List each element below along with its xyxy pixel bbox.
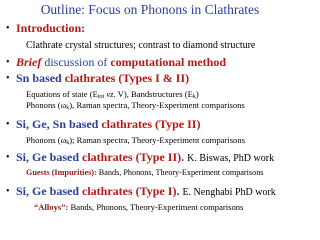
sige2-clathrates: clathrates: [82, 184, 133, 198]
alloys-line: [34, 203, 243, 212]
sn-types: (Types I & II): [118, 71, 190, 85]
sige-credit: K. Biswas, PhD work: [187, 153, 275, 164]
eos-text: Equations of state (E: [26, 89, 98, 99]
eos-subscript: tot: [97, 94, 105, 100]
sige-heading: [16, 151, 274, 164]
eos-end: ): [195, 89, 199, 99]
sn-phonons-line: [26, 101, 245, 111]
sige2-prefix: Si, Ge based: [16, 184, 80, 198]
phonons-text-2: ), Raman spectra, Theory-Experiment comparisons: [69, 100, 245, 110]
guests-rest: Bands, Phonons, Theory-Experiment comparisons: [98, 168, 264, 177]
sige-type: (Type II).: [135, 150, 185, 164]
bullet-marker: •: [6, 152, 10, 163]
alloys-rest: Bands, Phonons, Theory-Experiment comparisons: [70, 202, 244, 212]
sige-clathrates: clathrates: [82, 150, 133, 164]
sigesn-heading: [16, 118, 200, 130]
brief-rest: discussion of: [44, 55, 108, 69]
slide-title: Outline: Focus on Phonons in Clathrates: [40, 2, 260, 17]
intro-heading: Introduction:: [16, 21, 86, 35]
bullet-marker: •: [6, 119, 10, 130]
sige-prefix: Si, Ge based: [16, 150, 80, 164]
intro-subtext: Clathrate crystal structures; contrast to diamond structure: [26, 40, 256, 51]
bullet-marker: •: [6, 186, 10, 197]
sigesn-phonons-line: [26, 136, 245, 146]
sn-clathrates: clathrates: [64, 71, 116, 85]
sigesn-phonons-subscript: k: [66, 140, 70, 146]
sn-heading: [16, 72, 189, 84]
sige2-type: (Type I).: [135, 184, 180, 198]
alloys-label: “Alloys”:: [34, 202, 69, 212]
guests-line: [26, 169, 264, 177]
eos-text-2: V), Bandstructures (E: [117, 89, 193, 99]
brief-method: computational method: [110, 55, 227, 69]
eos-line: [26, 90, 199, 100]
brief-heading: [16, 56, 226, 68]
phonons-subscript: k: [66, 105, 70, 111]
eos-vz: vz.: [106, 89, 116, 99]
sigesn-phonons-text: Phonons (ω: [26, 135, 67, 145]
guests-label: Guests (Impurities):: [26, 168, 97, 177]
bullet-marker: •: [6, 23, 10, 34]
sige2-credit: E. Nenghabi PhD work: [182, 187, 276, 198]
bullet-marker: •: [6, 73, 10, 84]
sigesn-clathrates: clathrates: [101, 117, 153, 131]
sigesn-prefix: Si, Ge, Sn based: [16, 117, 99, 131]
sigesn-type: (Type II): [155, 117, 201, 131]
sige2-heading: [16, 185, 276, 198]
eos-subscript-2: k: [192, 94, 196, 100]
phonons-text: Phonons (ω: [26, 100, 67, 110]
bullet-marker: •: [6, 57, 10, 68]
brief-word: Brief: [16, 55, 42, 69]
sn-prefix: Sn based: [16, 71, 62, 85]
sigesn-phonons-text-2: ); Raman spectra, Theory-Experiment comparisons: [69, 135, 245, 145]
